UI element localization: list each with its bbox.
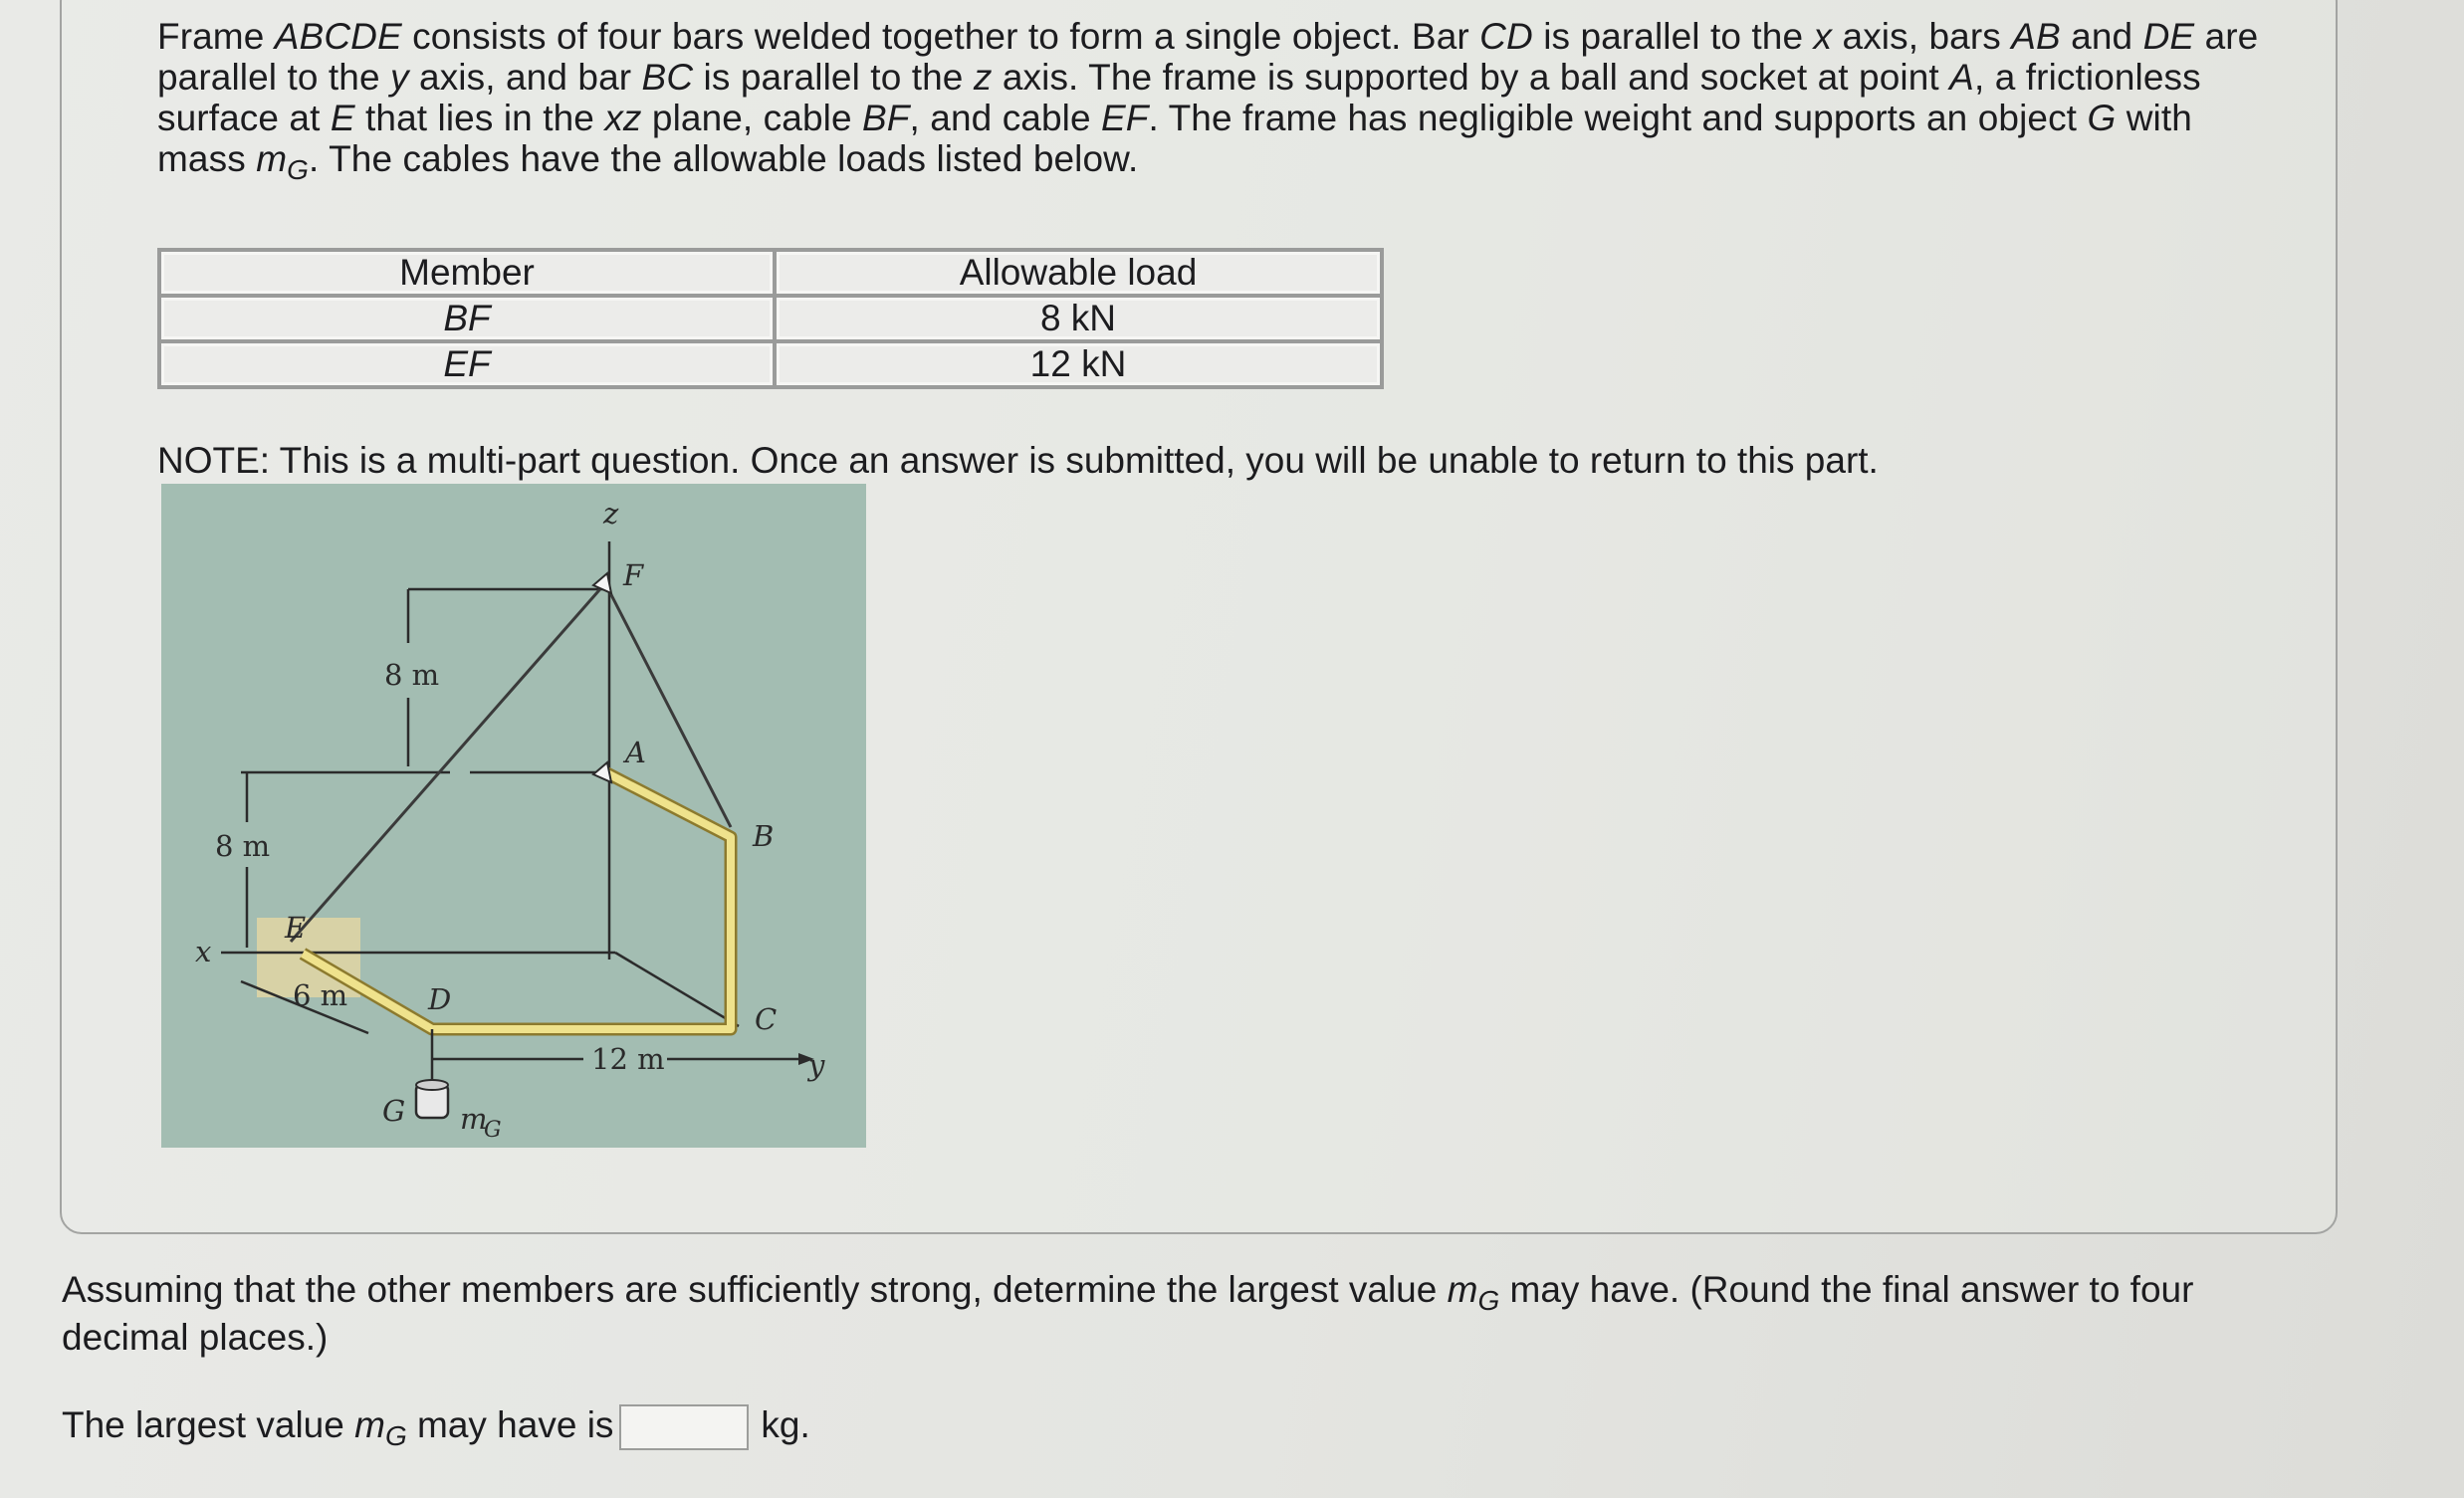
load-cell-bf: 8 kN: [775, 296, 1382, 341]
frame-figure: [161, 484, 866, 1148]
intro-text-seg: axis. The frame is supported by a ball and socket at point: [992, 57, 1950, 98]
table-row: [159, 296, 1382, 341]
answer-input[interactable]: [619, 1404, 749, 1450]
frame-diagram: [161, 484, 866, 1148]
member-cell-bf: BF: [159, 296, 775, 341]
intro-cable-bf: BF: [862, 98, 910, 138]
intro-axis-y: y: [390, 57, 409, 98]
label-point-d: D: [428, 982, 452, 1016]
answer-mid: may have is: [406, 1404, 614, 1445]
label-point-f: F: [623, 558, 644, 592]
intro-frame-name: ABCDE: [274, 16, 402, 57]
allowable-load-table: [157, 248, 1384, 389]
intro-plane-xz: xz: [604, 98, 642, 138]
intro-mass-m: m: [256, 138, 288, 179]
mass-g-top: [416, 1080, 448, 1090]
label-point-b: B: [753, 819, 775, 853]
intro-text-seg: and: [2060, 16, 2143, 57]
column-header-allowable-load: Allowable load: [775, 250, 1382, 296]
label-x-axis: x: [195, 935, 212, 968]
intro-text-seg: is parallel to the: [693, 57, 974, 98]
load-cell-ef: 12 kN: [775, 341, 1382, 387]
answer-mass-m: m: [354, 1404, 385, 1445]
intro-text-seg: axis, and bar: [408, 57, 642, 98]
label-mass-sub: G: [484, 1118, 502, 1143]
question-text-after: may have. (Round the final answer to four decimal places.): [62, 1269, 2194, 1358]
intro-text-seg: Frame: [157, 16, 275, 57]
label-dim-depth: 6 m: [293, 978, 348, 1012]
intro-text-seg: with mass: [157, 98, 2192, 179]
answer-mass-sub: G: [384, 1420, 407, 1451]
intro-axis-z: z: [973, 57, 993, 98]
label-point-c: C: [755, 1002, 778, 1036]
intro-text-seg: . The frame has negligible weight and supports an object: [1148, 98, 2088, 138]
label-y-axis: y: [808, 1048, 825, 1082]
answer-prefix: The largest value: [62, 1404, 355, 1445]
intro-text-seg: plane, cable: [641, 98, 863, 138]
question-prompt: [62, 1266, 2312, 1362]
column-header-member: Member: [159, 250, 775, 296]
figure-background: [161, 484, 866, 1148]
label-dim-lower: 8 m: [215, 829, 271, 863]
intro-point-a: A: [1949, 57, 1974, 98]
problem-statement: [157, 16, 2278, 185]
label-dim-upper: 8 m: [384, 658, 440, 692]
member-cell-ef: EF: [159, 341, 775, 387]
intro-axis-x: x: [1813, 16, 1833, 57]
multipart-note: NOTE: This is a multi-part question. Once an answer is submitted, you will be unable to return to this part.: [157, 440, 1879, 481]
intro-cable-ef: EF: [1101, 98, 1149, 138]
intro-text-seg: , and cable: [909, 98, 1102, 138]
intro-bar-bc: BC: [641, 57, 694, 98]
intro-text-seg: . The cables have the allowable loads listed below.: [309, 138, 1139, 179]
intro-bar-ab: AB: [2011, 16, 2061, 57]
question-text-before: Assuming that the other members are sufficiently strong, determine the largest value: [62, 1269, 1448, 1310]
intro-bar-de: DE: [2142, 16, 2195, 57]
table-row: [159, 341, 1382, 387]
table-header-row: [159, 250, 1382, 296]
intro-point-e: E: [330, 98, 355, 138]
label-z-axis: z: [603, 497, 619, 531]
label-point-e: E: [285, 911, 307, 945]
answer-row: [62, 1401, 810, 1450]
label-point-a: A: [625, 736, 646, 769]
intro-text-seg: consists of four bars welded together to form a single object. Bar: [401, 16, 1480, 57]
intro-text-seg: is parallel to the: [1532, 16, 1814, 57]
answer-unit: kg.: [761, 1404, 810, 1445]
intro-text-seg: axis, bars: [1832, 16, 2012, 57]
intro-mass-sub: G: [287, 154, 309, 185]
intro-text-seg: , a frictionless surface at: [157, 57, 2201, 138]
question-mass-m: m: [1447, 1269, 1478, 1310]
intro-text-seg: that lies in the: [354, 98, 605, 138]
intro-text-seg: are parallel to the: [157, 16, 2259, 98]
question-mass-sub: G: [1477, 1285, 1500, 1316]
label-object-g: G: [382, 1094, 406, 1128]
intro-bar-cd: CD: [1479, 16, 1533, 57]
intro-object-g: G: [2087, 98, 2117, 138]
label-mass-m: m: [460, 1102, 488, 1136]
label-dim-width: 12 m: [591, 1042, 665, 1076]
